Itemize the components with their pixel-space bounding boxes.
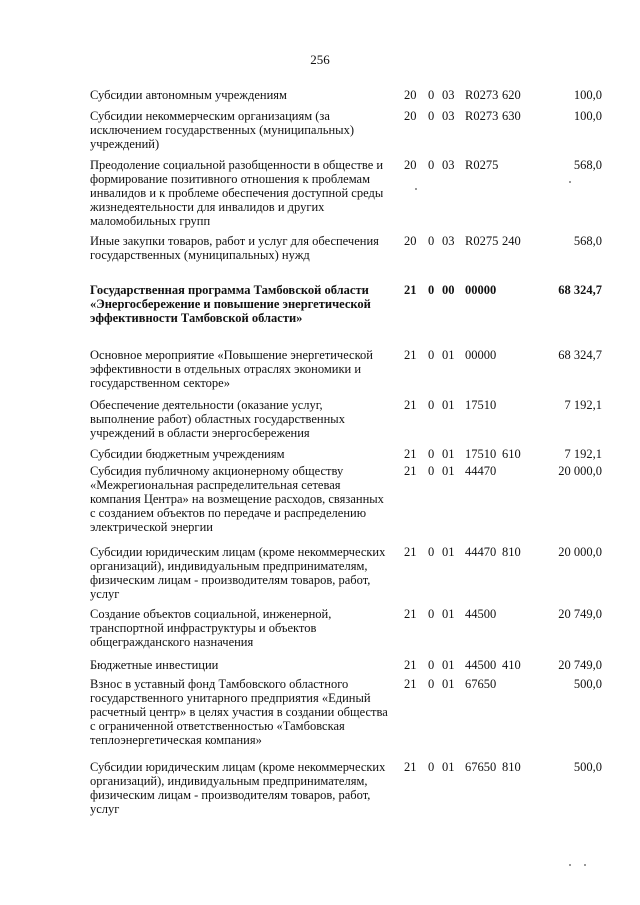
- row-name: Преодоление социальной разобщенности в обществе и формирование позитивного отношения к проблемам инвалидов и к проблеме обеспечения доступной среды жизнедеятельности для инвалидов и других маломобильных групп: [90, 158, 384, 228]
- code-program: 21: [404, 545, 417, 559]
- code-direction: R0273: [465, 109, 499, 123]
- row-amount: 500,0: [573, 677, 602, 691]
- code-direction: R0275: [465, 234, 499, 248]
- code-subprogram: 0: [428, 464, 435, 478]
- code-activity: 03: [442, 109, 455, 123]
- code-direction: 00000: [465, 348, 497, 362]
- code-program: 21: [404, 607, 417, 621]
- code-program: 21: [404, 658, 417, 672]
- code-program: 21: [404, 464, 417, 478]
- code-subprogram: 0: [428, 545, 435, 559]
- row-amount: 20 000,0: [558, 464, 602, 478]
- code-expense-type: 810: [502, 760, 521, 774]
- page-number: 256: [310, 52, 330, 67]
- row-name: Субсидии бюджетным учреждениям: [90, 447, 285, 461]
- row-name: Взнос в уставный фонд Тамбовского областного государственного унитарного предприятия «Единый расчетный центр» в целях участия в создании общества с ограниченной ответственностью «Тамбовская теплоэнергетическая компания»: [90, 677, 388, 747]
- code-direction: 17510: [465, 447, 497, 461]
- row-name: Бюджетные инвестиции: [90, 658, 219, 672]
- code-program: 20: [404, 109, 417, 123]
- code-activity: 03: [442, 234, 455, 248]
- code-subprogram: 0: [428, 158, 435, 172]
- code-expense-type: 410: [502, 658, 521, 672]
- code-subprogram: 0: [428, 398, 435, 412]
- row-name: Субсидии юридическим лицам (кроме некоммерческих организаций), индивидуальным предпринимателям, физическим лицам - производителям товаров, работ, услуг: [90, 760, 386, 816]
- row-name: Обеспечение деятельности (оказание услуг, выполнение работ) областных государственных учреждений в области энергосбережения: [90, 398, 345, 440]
- row-amount: 100,0: [573, 88, 602, 102]
- code-activity: 01: [442, 348, 455, 362]
- code-activity: 01: [442, 398, 455, 412]
- row-amount: 7 192,1: [564, 447, 602, 461]
- code-program: 20: [404, 158, 417, 172]
- row-amount: 68 324,7: [558, 283, 602, 297]
- row-name: Государственная программа Тамбовской области «Энергосбережение и повышение энергетической эффективности Тамбовской области»: [90, 283, 371, 325]
- code-program: 21: [404, 760, 417, 774]
- code-direction: 44470: [465, 545, 497, 559]
- row-name: Создание объектов социальной, инженерной, транспортной инфраструктуры и объектов общегражданского назначения: [90, 607, 332, 649]
- code-expense-type: 620: [502, 88, 521, 102]
- code-subprogram: 0: [428, 658, 435, 672]
- code-subprogram: 0: [428, 109, 435, 123]
- scan-mark: [569, 864, 571, 866]
- code-program: 21: [404, 677, 417, 691]
- code-activity: 03: [442, 88, 455, 102]
- code-direction: R0275: [465, 158, 499, 172]
- row-name: Субсидия публичному акционерному обществу «Межрегиональная распределительная сетевая компания Центра» на возмещение расходов, связанных с созданием объектов по передаче и распределению электрической энергии: [90, 464, 384, 534]
- row-amount: 568,0: [573, 234, 602, 248]
- row-amount: 568,0: [573, 158, 602, 172]
- row-amount: 20 749,0: [558, 658, 602, 672]
- code-activity: 01: [442, 658, 455, 672]
- code-program: 21: [404, 283, 417, 297]
- code-direction: 00000: [465, 283, 497, 297]
- code-subprogram: 0: [428, 447, 435, 461]
- scan-mark: [415, 188, 417, 190]
- code-direction: 44500: [465, 607, 497, 621]
- code-program: 21: [404, 447, 417, 461]
- code-subprogram: 0: [428, 677, 435, 691]
- row-amount: 20 749,0: [558, 607, 602, 621]
- code-expense-type: 630: [502, 109, 521, 123]
- code-direction: 67650: [465, 677, 497, 691]
- code-direction: R0273: [465, 88, 499, 102]
- row-name: Субсидии некоммерческим организациям (за исключением государственных (муниципальных) учреждений): [90, 109, 354, 151]
- code-direction: 17510: [465, 398, 497, 412]
- code-activity: 03: [442, 158, 455, 172]
- row-name: Иные закупки товаров, работ и услуг для обеспечения государственных (муниципальных) нужд: [90, 234, 379, 262]
- code-activity: 00: [442, 283, 455, 297]
- code-activity: 01: [442, 447, 455, 461]
- code-activity: 01: [442, 760, 455, 774]
- code-subprogram: 0: [428, 88, 435, 102]
- code-expense-type: 810: [502, 545, 521, 559]
- row-amount: 500,0: [573, 760, 602, 774]
- code-program: 20: [404, 88, 417, 102]
- code-activity: 01: [442, 677, 455, 691]
- code-expense-type: 610: [502, 447, 521, 461]
- row-amount: 68 324,7: [558, 348, 602, 362]
- row-name: Субсидии автономным учреждениям: [90, 88, 287, 102]
- row-name: Основное мероприятие «Повышение энергетической эффективности в отдельных отраслях экономики и государственном секторе»: [90, 348, 373, 390]
- row-name: Субсидии юридическим лицам (кроме некоммерческих организаций), индивидуальным предпринимателям, физическим лицам - производителям товаров, работ, услуг: [90, 545, 386, 601]
- code-direction: 44500: [465, 658, 497, 672]
- code-direction: 67650: [465, 760, 497, 774]
- code-subprogram: 0: [428, 234, 435, 248]
- code-subprogram: 0: [428, 760, 435, 774]
- row-amount: 100,0: [573, 109, 602, 123]
- code-activity: 01: [442, 607, 455, 621]
- code-activity: 01: [442, 464, 455, 478]
- code-direction: 44470: [465, 464, 497, 478]
- code-expense-type: 240: [502, 234, 521, 248]
- code-program: 21: [404, 348, 417, 362]
- code-subprogram: 0: [428, 283, 435, 297]
- code-activity: 01: [442, 545, 455, 559]
- scan-mark: [584, 864, 586, 866]
- row-amount: 7 192,1: [564, 398, 602, 412]
- code-program: 21: [404, 398, 417, 412]
- code-program: 20: [404, 234, 417, 248]
- code-subprogram: 0: [428, 607, 435, 621]
- row-amount: 20 000,0: [558, 545, 602, 559]
- scan-mark: [569, 181, 571, 183]
- code-subprogram: 0: [428, 348, 435, 362]
